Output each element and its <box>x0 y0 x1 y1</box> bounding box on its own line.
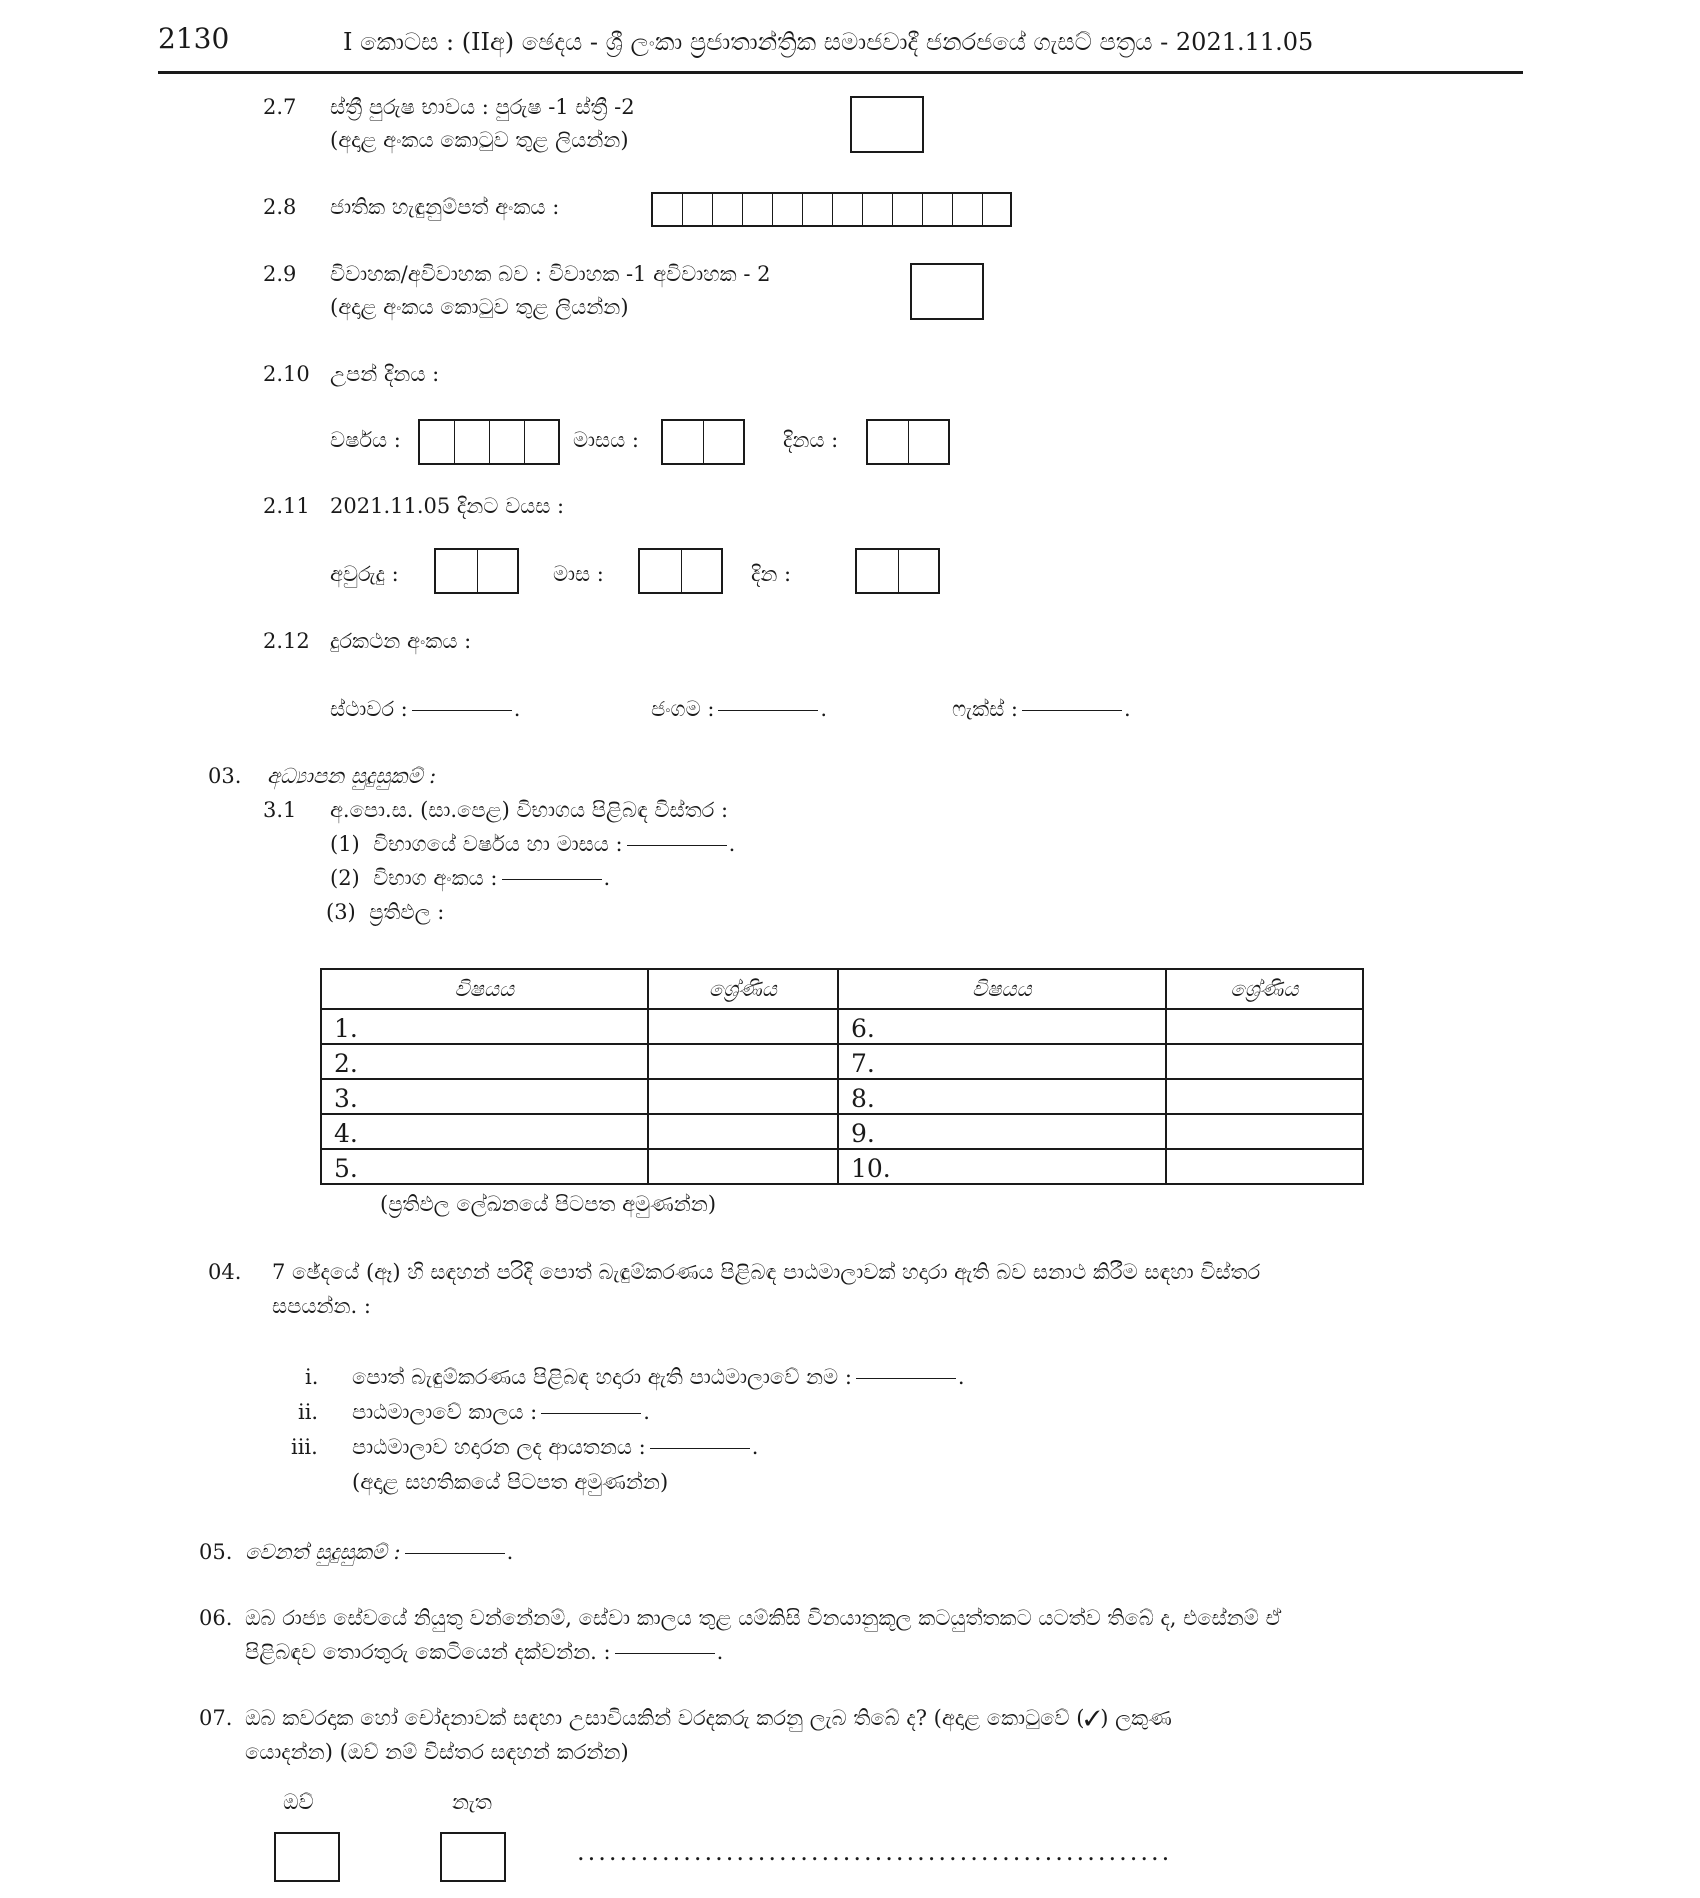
dob-day-label: දිනය : <box>783 428 839 452</box>
table-row <box>321 1114 1363 1149</box>
ol-exam-label: අ.පො.ස. (සා.පෙළ) විභාගය පිළිබඳ විස්තර : <box>330 798 729 822</box>
dob-year-cells[interactable] <box>418 419 560 465</box>
marital-status-note: (අදාළ අංකය කොටුව තුළ ලියන්න) <box>330 295 629 319</box>
subject-cell[interactable]: 4. <box>321 1114 648 1149</box>
disciplinary-field[interactable]: පිළිබඳව තොරතුරු කෙටියෙන් දක්වන්න. : . <box>245 1640 724 1664</box>
fill-line <box>541 1413 641 1414</box>
section-number: 04. <box>208 1260 242 1284</box>
fill-line <box>718 710 818 711</box>
fax-field[interactable]: ෆැක්ස් : . <box>952 697 1131 721</box>
item-number: 2.11 <box>263 494 310 518</box>
table-row <box>321 1149 1363 1184</box>
fax-label: ෆැක්ස් : <box>952 697 1018 721</box>
age-years-label: අවුරුදු : <box>330 562 399 586</box>
course-intro-line1: 7 ඡේදයේ (ඈ) හි සඳහන් පරිදි පොත් බැඳුම්කරණය පිළිබඳ පාඨමාලාවක් හදාරා ඇති බව සනාථ කිරීම සඳහා විස්තර <box>272 1260 1261 1284</box>
results-table <box>320 968 1364 1185</box>
results-label: ප්‍රතිඵල : <box>369 900 445 924</box>
conviction-text-line2: යොදන්න) (ඔව් නම් විස්තර සඳහන් කරන්න) <box>245 1740 629 1764</box>
yes-label: ඔව් <box>283 1790 314 1814</box>
section-number: 05. <box>199 1540 233 1564</box>
subject-cell[interactable]: 6. <box>838 1009 1166 1044</box>
grade-cell[interactable] <box>648 1149 838 1184</box>
dob-label: උපන් දිනය : <box>330 362 440 386</box>
section-number: 03. <box>208 764 242 788</box>
grade-cell[interactable] <box>1166 1009 1363 1044</box>
grade-cell[interactable] <box>648 1044 838 1079</box>
age-label: 2021.11.05 දිනට වයස : <box>330 494 565 518</box>
fill-line <box>502 879 602 880</box>
column-header-subject: විෂයය <box>838 969 1166 1009</box>
subject-cell[interactable]: 9. <box>838 1114 1166 1149</box>
age-days-label: දින : <box>751 562 792 586</box>
no-checkbox[interactable] <box>440 1832 506 1882</box>
age-months-label: මාස : <box>553 562 604 586</box>
phone-fixed-label: ස්ථාවර : <box>330 697 408 721</box>
item-number: 2.8 <box>263 195 297 219</box>
no-label: නැත <box>452 1790 492 1814</box>
nic-input-cells[interactable] <box>651 192 1012 227</box>
phone-mobile-field[interactable]: ජංගම : . <box>651 697 828 721</box>
roman-number: iii. <box>291 1435 318 1459</box>
list-number: (2) <box>330 866 360 890</box>
dob-year-label: වර්ෂය : <box>330 428 401 452</box>
grade-cell[interactable] <box>648 1079 838 1114</box>
results-label-row <box>326 900 444 925</box>
page-number: 2130 <box>158 22 230 55</box>
roman-number: i. <box>305 1365 319 1389</box>
details-dotted-line[interactable]: ........................................................ <box>577 1838 1173 1866</box>
marital-status-label: විවාහක/අවිවාහක බව : විවාහක -1 අවිවාහක - 2 <box>330 262 771 286</box>
marital-status-input-box[interactable] <box>910 263 984 320</box>
gazette-header-title: I කොටස : (IIඅ) ඡෙදය - ශ්‍රී ලංකා ප්‍රජාතාන්ත්‍රික සමාජවාදී ජනරජයේ ගැසට් පත්‍රය - 2021.11.05 <box>343 28 1314 56</box>
certificate-attach-note: (අදාළ සහතිකයේ පිටපත අමුණන්න) <box>352 1470 669 1494</box>
subject-cell[interactable]: 8. <box>838 1079 1166 1114</box>
course-institute-field[interactable]: පාඨමාලාව හදාරන ලද ආයතනය : . <box>352 1435 759 1459</box>
item-number: 2.9 <box>263 262 297 286</box>
exam-year-month-label: විභාගයේ වර්ෂය හා මාසය : <box>373 832 623 856</box>
other-qualifications-field[interactable]: වෙනත් සුදුසුකම් : . <box>245 1540 514 1564</box>
grade-cell[interactable] <box>1166 1114 1363 1149</box>
grade-cell[interactable] <box>1166 1079 1363 1114</box>
subject-cell[interactable]: 1. <box>321 1009 648 1044</box>
table-row <box>321 1044 1363 1079</box>
fill-line <box>1022 710 1122 711</box>
column-header-subject: විෂයය <box>321 969 648 1009</box>
gender-note: (අදාළ අංකය කොටුව තුළ ලියන්න) <box>330 128 629 152</box>
column-header-grade: ශ්‍රේණිය <box>1166 969 1363 1009</box>
course-duration-field[interactable]: පාඨමාලාවේ කාලය : . <box>352 1400 650 1424</box>
grade-cell[interactable] <box>1166 1149 1363 1184</box>
exam-index-label: විභාග අංකය : <box>373 866 498 890</box>
table-row <box>321 1009 1363 1044</box>
exam-index-field[interactable]: (2) විභාග අංකය : . <box>330 866 611 890</box>
fill-line <box>650 1448 750 1449</box>
roman-number: ii. <box>298 1400 319 1424</box>
course-name-label: පොත් බැඳුම්කරණය පිළිබඳ හදාරා ඇති පාඨමාලාවේ නම : <box>352 1365 852 1389</box>
phone-mobile-label: ජංගම : <box>651 697 715 721</box>
phone-fixed-field[interactable]: ස්ථාවර : . <box>330 697 521 721</box>
fill-line <box>627 845 727 846</box>
results-attach-note: (ප්‍රතිඵල ලේඛනයේ පිටපත අමුණන්න) <box>380 1192 717 1216</box>
course-institute-label: පාඨමාලාව හදාරන ලද ආයතනය : <box>352 1435 646 1459</box>
disciplinary-text-line1: ඔබ රාජ්‍ය සේවයේ නියුතු වන්නේනම්, සේවා කාලය තුළ යම්කිසි විනයානුකූල කටයුත්තකට යටත්ව තිබේ ද, එසේනම් ඒ <box>245 1606 1282 1630</box>
fill-line <box>615 1653 715 1654</box>
dob-month-cells[interactable] <box>661 419 745 465</box>
item-number: 2.12 <box>263 629 310 653</box>
dob-day-cells[interactable] <box>866 419 950 465</box>
course-name-field[interactable]: පොත් බැඳුම්කරණය පිළිබඳ හදාරා ඇති පාඨමාලාවේ නම : . <box>352 1365 965 1389</box>
subject-cell[interactable]: 3. <box>321 1079 648 1114</box>
subject-cell[interactable]: 7. <box>838 1044 1166 1079</box>
dob-month-label: මාසය : <box>573 428 639 452</box>
disciplinary-text-line2: පිළිබඳව තොරතුරු කෙටියෙන් දක්වන්න. : <box>245 1640 611 1664</box>
other-qualifications-label: වෙනත් සුදුසුකම් : <box>245 1540 401 1564</box>
list-number: (1) <box>330 832 360 856</box>
course-duration-label: පාඨමාලාවේ කාලය : <box>352 1400 538 1424</box>
item-number: 2.7 <box>263 95 297 119</box>
grade-cell[interactable] <box>648 1009 838 1044</box>
education-heading: අධ්‍යාපන සුදුසුකම් : <box>267 764 437 788</box>
fill-line <box>412 710 512 711</box>
gender-input-box[interactable] <box>850 96 924 153</box>
section-number: 06. <box>199 1606 233 1630</box>
subject-cell[interactable]: 10. <box>838 1149 1166 1184</box>
list-number: (3) <box>326 900 356 924</box>
fill-line <box>405 1553 505 1554</box>
table-header-row <box>321 969 1363 1009</box>
grade-cell[interactable] <box>1166 1044 1363 1079</box>
fill-line <box>856 1378 956 1379</box>
phone-label: දුරකථන අංකය : <box>330 629 472 653</box>
conviction-text-line1: ඔබ කවරදාක හෝ චෝදනාවක් සඳහා උසාවියකින් වරදකරු කරනු ලැබ තිබේ ද? (අදාළ කොටුවේ (✓) ලකුණ <box>245 1706 1172 1730</box>
column-header-grade: ශ්‍රේණිය <box>648 969 838 1009</box>
subject-cell[interactable]: 5. <box>321 1149 648 1184</box>
gender-label: ස්ත්‍රී පුරුෂ භාවය : පුරුෂ -1 ස්ත්‍රී -2 <box>330 95 635 119</box>
grade-cell[interactable] <box>648 1114 838 1149</box>
age-days-cells[interactable] <box>855 548 940 594</box>
item-number: 3.1 <box>263 798 297 822</box>
section-number: 07. <box>199 1706 233 1730</box>
yes-checkbox[interactable] <box>274 1832 340 1882</box>
item-number: 2.10 <box>263 362 310 386</box>
age-years-cells[interactable] <box>434 548 519 594</box>
nic-label: ජාතික හැඳුනුම්පත් අංකය : <box>330 195 560 219</box>
course-intro-line2: සපයන්න. : <box>272 1294 371 1318</box>
header-rule <box>158 71 1523 74</box>
age-months-cells[interactable] <box>638 548 723 594</box>
exam-year-month-field[interactable]: (1) විභාගයේ වර්ෂය හා මාසය : . <box>330 832 736 856</box>
table-row <box>321 1079 1363 1114</box>
subject-cell[interactable]: 2. <box>321 1044 648 1079</box>
